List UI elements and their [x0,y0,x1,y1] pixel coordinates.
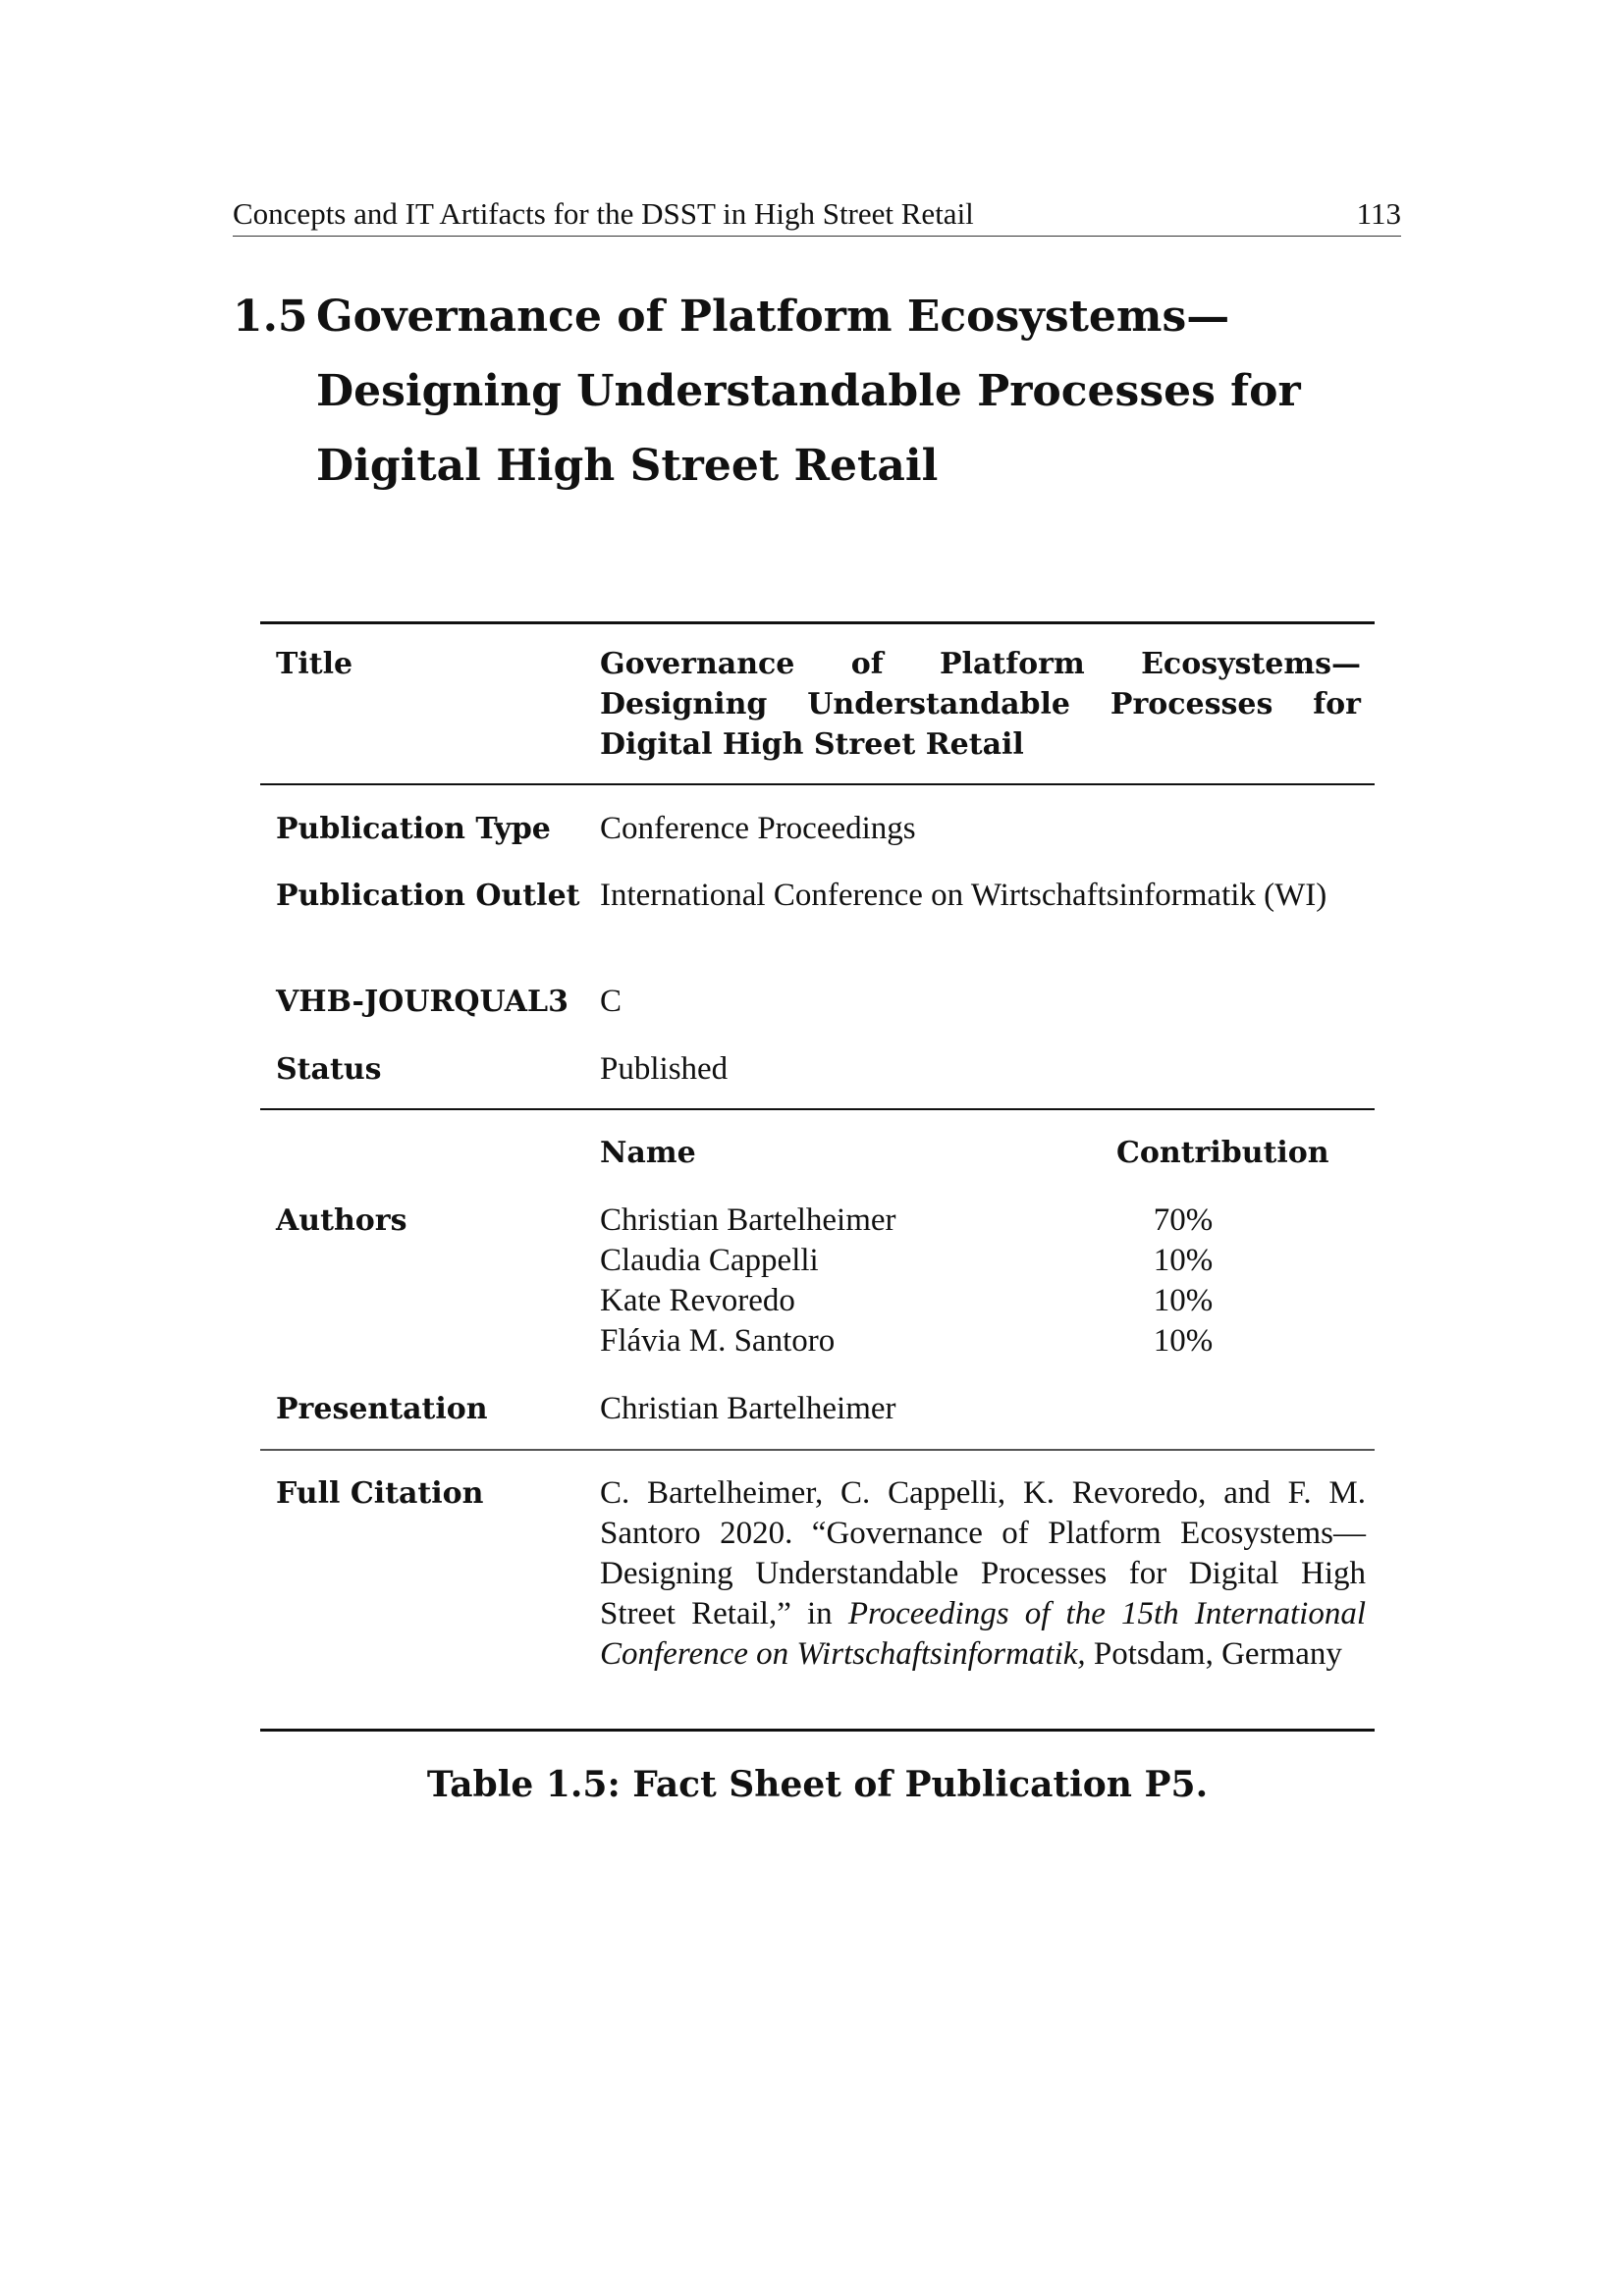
vhb-label: VHB-JOURQUAL3 [276,985,569,1019]
rule-after-presentation [260,1449,1375,1451]
publication-outlet-value: International Conference on Wirtschaftsinformatik (WI) [600,878,1327,913]
title-label: Title [276,647,353,681]
author-name: Christian Bartelheimer [600,1202,896,1238]
full-citation [600,1473,1366,1675]
vhb-value: C [600,984,623,1019]
author-contribution: 10% [1153,1283,1214,1318]
status-value: Published [600,1051,729,1087]
publication-outlet-label: Publication Outlet [276,879,580,913]
running-title: Concepts and IT Artifacts for the DSST in High Street Retail [233,196,974,231]
contribution-column-header: Contribution [1116,1136,1329,1170]
presentation-value: Christian Bartelheimer [600,1391,896,1426]
authors-label: Authors [276,1203,407,1238]
section-number: 1.5 [233,292,308,342]
status-label: Status [276,1052,382,1087]
name-column-header: Name [600,1136,696,1170]
author-contribution: 70% [1153,1202,1214,1238]
author-name: Flávia M. Santoro [600,1323,836,1359]
section-title: Governance of Platform Ecosystems—Designing Understandable Processes for Digital High Street Retail [316,292,1301,491]
author-name: Claudia Cappelli [600,1243,819,1278]
title-value: Governance of Platform Ecosystems—Designing Understandable Processes for Digital High Street Retail [600,647,1361,762]
rule-after-title [260,783,1375,785]
author-contribution: 10% [1153,1243,1214,1278]
running-header [233,192,1401,237]
citation-label: Full Citation [276,1476,484,1511]
publication-type-value: Conference Proceedings [600,811,916,846]
citation-text: C. Bartelheimer, C. Cappelli, K. Revoredo, and F. M. Santoro 2020. “Governance of Platform Ecosystems—Designing Understandable Processes for Digital High Street Retail,” in [600,1475,1366,1631]
rule-after-status [260,1108,1375,1110]
author-name: Kate Revoredo [600,1283,795,1318]
author-contribution: 10% [1153,1323,1214,1359]
citation-location: Potsdam, Germany [1085,1636,1342,1672]
table-bottom-rule [260,1729,1375,1732]
table-caption: Table 1.5: Fact Sheet of Publication P5. [426,1764,1209,1805]
presentation-label: Presentation [276,1392,488,1426]
publication-type-label: Publication Type [276,812,551,846]
table-top-rule [260,621,1375,624]
page-number: 113 [1356,196,1401,231]
citation-proceedings: Proceedings of the 15th International Conference on Wirtschaftsinformatik, [600,1596,1366,1672]
